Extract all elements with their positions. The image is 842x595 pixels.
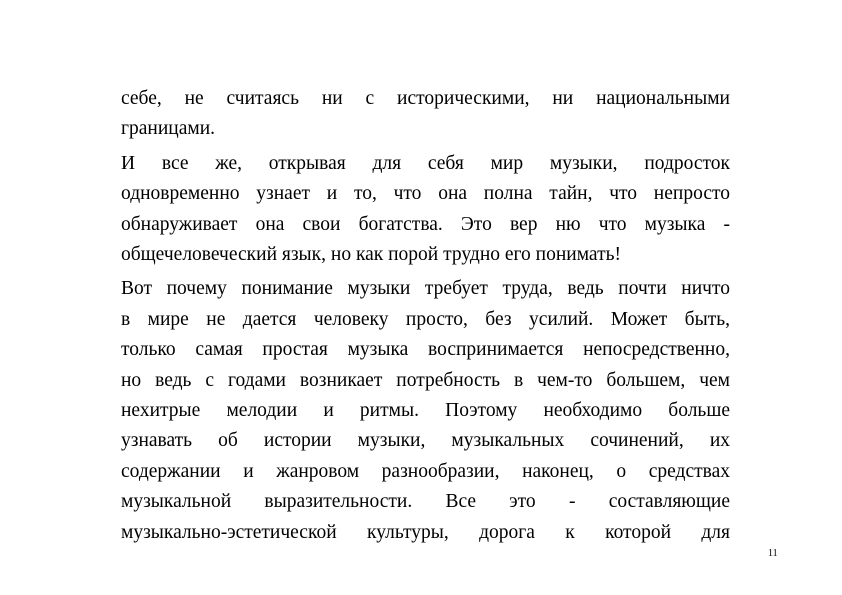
paragraph-1 — [121, 84, 730, 145]
page-number: 11 — [768, 548, 778, 559]
text-line: Вот почему понимание музыки требует труда, ведь почти ничто — [121, 278, 730, 300]
paragraph-2 — [121, 149, 730, 271]
text-line: И все же, открывая для себя мир музыки, подросток — [121, 152, 730, 174]
text-line: в мире не дается человеку просто, без усилий. Может быть, — [121, 308, 730, 330]
text-line: границами. — [121, 118, 216, 140]
text-line: нехитрые мелодии и ритмы. Поэтому необходимо больше — [121, 400, 730, 422]
text-line: но ведь с годами возникает потребность в чем-то большем, чем — [121, 369, 730, 391]
text-line: музыкальной выразительности. Все это - составляющие — [121, 491, 730, 513]
text-line: общечеловеческий язык, но как порой трудно его понимать! — [121, 244, 621, 266]
text-line: музыкально-эстетической культуры, дорога к которой для — [121, 521, 730, 543]
text-line: только самая простая музыка воспринимается непосредственно, — [121, 339, 730, 361]
text-line: узнавать об истории музыки, музыкальных сочинений, их — [121, 430, 730, 452]
text-line: обнаруживает она свои богатства. Это вер ню что музыка - — [121, 213, 730, 235]
text-line: одновременно узнает и то, что она полна тайн, что непросто — [121, 183, 730, 205]
text-line: содержании и жанровом разнообразии, наконец, о средствах — [121, 460, 730, 482]
paragraph-3 — [121, 274, 730, 548]
body-text — [121, 84, 730, 552]
text-line: себе, не считаясь ни с историческими, ни национальными — [121, 88, 730, 109]
